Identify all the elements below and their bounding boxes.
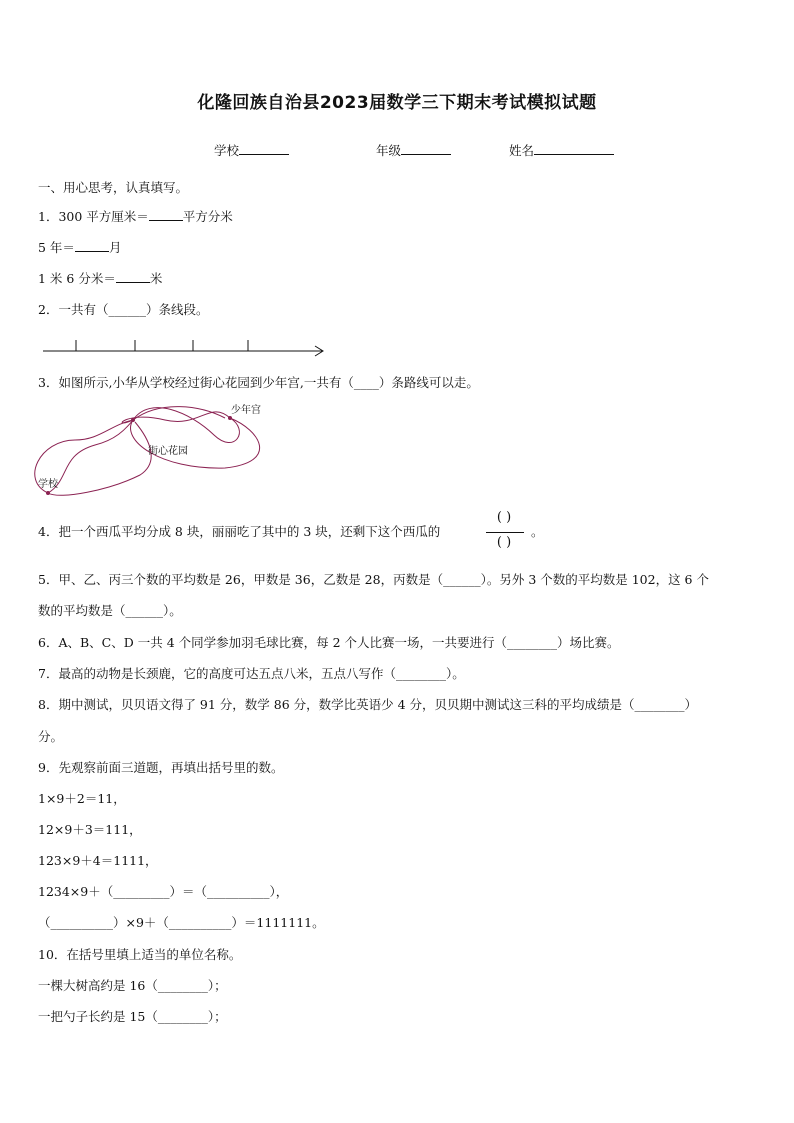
- route-garden-palace-1: [133, 407, 225, 420]
- route-garden-palace-2: [133, 408, 239, 443]
- q2-suffix: ）条线段。: [145, 302, 209, 317]
- q2-prefix: 2．一共有（: [38, 302, 109, 317]
- garden-point: [131, 418, 135, 422]
- route-garden-palace-3: [131, 418, 260, 468]
- school-point: [46, 491, 50, 495]
- q4-fraction: [481, 510, 527, 554]
- q9-equation-3: 123×9＋4＝1111，: [38, 853, 158, 868]
- garden-label: 街心花园: [148, 446, 188, 457]
- section-heading: 一、用心思考，认真填写。: [38, 180, 189, 195]
- q1b-prefix: 5 年＝: [38, 240, 75, 255]
- question-8-line2: 分。: [38, 729, 64, 744]
- palace-label: 少年宫: [231, 405, 261, 416]
- q1a-prefix: 1．300 平方厘米＝: [38, 209, 149, 224]
- q4-text: 4．把一个西瓜平均分成 8 块，丽丽吃了其中的 3 块，还剩下这个西瓜的: [38, 524, 441, 539]
- q4-end: 。: [531, 524, 544, 539]
- question-4: [38, 524, 440, 540]
- q9-equation-1: 1×9＋2＝11，: [38, 791, 126, 806]
- grade-label: 年级: [376, 143, 402, 158]
- palace-point: [228, 416, 232, 420]
- fraction-denominator: ( ): [496, 535, 512, 550]
- school-label: 学校: [214, 143, 240, 158]
- q9-equation-5: （__________）×9＋（__________）＝1111111。: [38, 915, 325, 930]
- q10-item-b: 一把勺子长约是 15（________）；: [38, 1009, 227, 1024]
- fraction-bar: [486, 532, 524, 533]
- question-5-line2: 数的平均数是（______）。: [38, 603, 182, 618]
- route-school-garden-1: [48, 420, 133, 493]
- q1c-suffix: 米: [149, 271, 163, 286]
- school-label-map: 学校: [38, 479, 58, 490]
- question-10-intro: 10．在括号里填上适当的单位名称。: [38, 947, 242, 962]
- q1a-suffix: 平方分米: [182, 209, 233, 224]
- question-8-line1: 8．期中测试，贝贝语文得了 91 分，数学 86 分，数学比英语少 4 分，贝贝期中测试这三科的平均成绩是（________）: [38, 697, 698, 712]
- q3-blank: ____: [353, 375, 379, 390]
- q2-blank: ______: [108, 302, 146, 317]
- q3-suffix: ）条路线可以走。: [378, 375, 479, 390]
- q3-prefix: 3．如图所示,小华从学校经过街心花园到少年宫,一共有（: [38, 375, 354, 390]
- question-7: 7．最高的动物是长颈鹿，它的高度可达五点八米，五点八写作（________）。: [38, 666, 465, 681]
- q9-equation-4: 1234×9＋（_________）＝（__________），: [38, 884, 289, 899]
- q1b-suffix: 月: [108, 240, 122, 255]
- route-school-garden-2: [48, 422, 151, 495]
- q10-item-a: 一棵大树高约是 16（________）；: [38, 978, 227, 993]
- q9-equation-2: 12×9＋3＝111，: [38, 822, 142, 837]
- q1c-prefix: 1 米 6 分米＝: [38, 271, 116, 286]
- question-9-intro: 9．先观察前面三道题，再填出括号里的数。: [38, 760, 284, 775]
- name-label: 姓名: [509, 143, 535, 158]
- exam-title: 化隆回族自治县2023届数学三下期末考试模拟试题: [197, 93, 597, 113]
- fraction-numerator: ( ): [496, 510, 512, 525]
- question-5-line1: 5．甲、乙、丙三个数的平均数是 26，甲数是 36，乙数是 28，丙数是（______）。另外 3 个数的平均数是 102，这 6 个: [38, 572, 709, 587]
- question-6: 6．A、B、C、D 一共 4 个同学参加羽毛球比赛，每 2 个人比赛一场，一共要进行（________）场比赛。: [38, 635, 620, 650]
